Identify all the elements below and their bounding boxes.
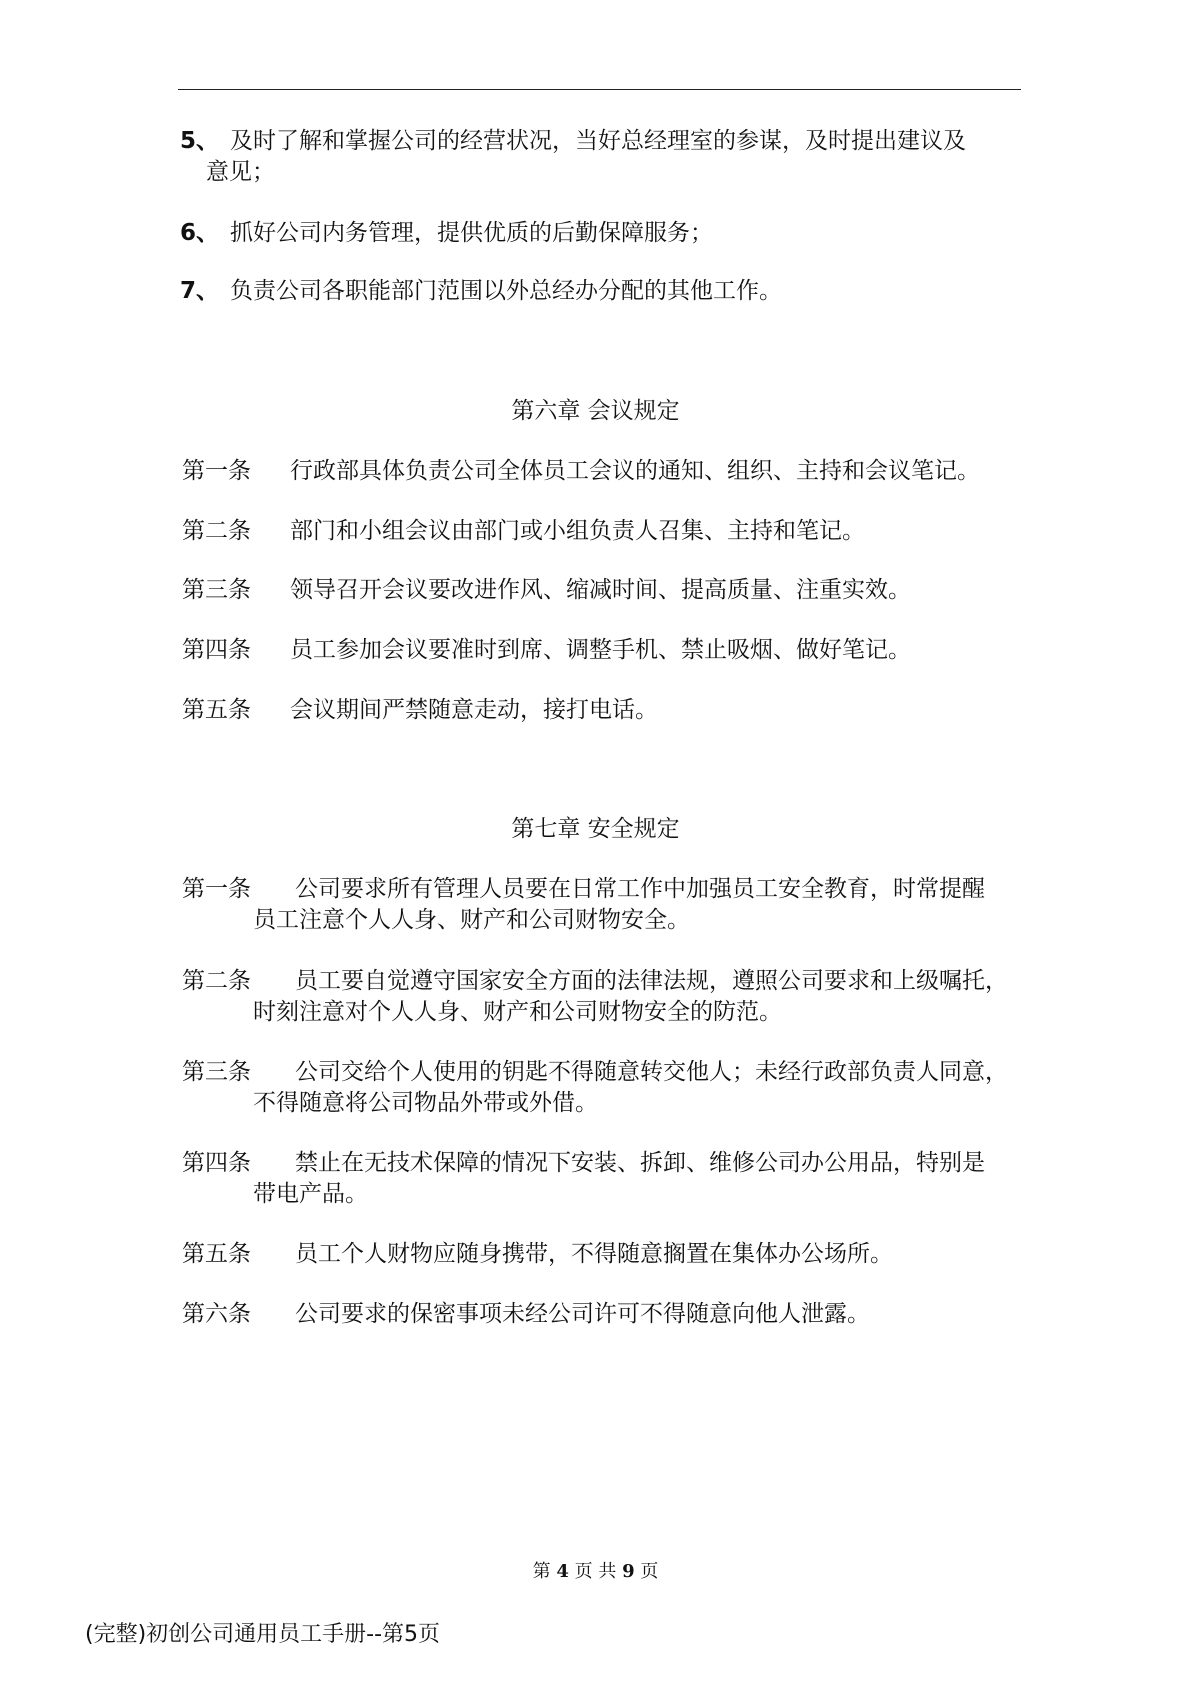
article-label: 第六条 <box>182 1301 251 1327</box>
article-text: 公司要求所有管理人员要在日常工作中加强员工安全教育，时常提醒 <box>295 876 985 902</box>
page-suffix: 页 <box>640 1561 659 1582</box>
page-prefix: 第 <box>532 1561 551 1582</box>
article-label: 第四条 <box>182 637 251 663</box>
article-text: 员工要自觉遵守国家安全方面的法律法规，遵照公司要求和上级嘱托， <box>295 968 1008 994</box>
article-label: 第二条 <box>182 968 251 994</box>
article-text: 员工注意个人人身、财产和公司财物安全。 <box>253 907 690 933</box>
list-item-number: 5、 <box>180 128 220 154</box>
article-label: 第三条 <box>182 1059 251 1085</box>
article-text: 公司要求的保密事项未经公司许可不得随意向他人泄露。 <box>295 1301 870 1327</box>
article-text: 员工个人财物应随身携带，不得随意搁置在集体办公场所。 <box>295 1241 893 1267</box>
article-label: 第四条 <box>182 1150 251 1176</box>
list-item-number: 7、 <box>180 278 220 304</box>
article-label: 第一条 <box>182 876 251 902</box>
article-text: 不得随意将公司物品外带或外借。 <box>253 1090 598 1116</box>
chapter-title: 第六章 会议规定 <box>511 398 680 424</box>
list-item-number: 6、 <box>180 220 220 246</box>
article-text: 行政部具体负责公司全体员工会议的通知、组织、主持和会议笔记。 <box>290 458 980 484</box>
article-text: 领导召开会议要改进作风、缩减时间、提高质量、注重实效。 <box>290 577 911 603</box>
page-indicator <box>0 1560 1191 1584</box>
article-label: 第二条 <box>182 518 251 544</box>
page-current: 4 <box>556 1561 569 1582</box>
article-text: 时刻注意对个人人身、财产和公司财物安全的防范。 <box>253 999 782 1025</box>
article-text: 会议期间严禁随意走动，接打电话。 <box>290 697 658 723</box>
list-item-text: 及时了解和掌握公司的经营状况，当好总经理室的参谋，及时提出建议及 <box>230 128 966 154</box>
list-item-text: 意见； <box>206 159 275 185</box>
page-mid: 页 共 <box>574 1561 617 1582</box>
article-label: 第五条 <box>182 1241 251 1267</box>
article-text: 禁止在无技术保障的情况下安装、拆卸、维修公司办公用品，特别是 <box>295 1150 985 1176</box>
chapter-title: 第七章 安全规定 <box>511 816 680 842</box>
document-source-caption: (完整)初创公司通用员工手册--第5页 <box>85 1622 441 1647</box>
article-text: 公司交给个人使用的钥匙不得随意转交他人；未经行政部负责人同意， <box>295 1059 1008 1085</box>
article-text: 部门和小组会议由部门或小组负责人召集、主持和笔记。 <box>290 518 865 544</box>
list-item-text: 抓好公司内务管理，提供优质的后勤保障服务； <box>230 220 713 246</box>
article-label: 第一条 <box>182 458 251 484</box>
header-rule <box>178 89 1021 90</box>
list-item-text: 负责公司各职能部门范围以外总经办分配的其他工作。 <box>230 278 782 304</box>
article-label: 第三条 <box>182 577 251 603</box>
article-text: 带电产品。 <box>253 1181 368 1207</box>
page-total: 9 <box>622 1561 635 1582</box>
article-text: 员工参加会议要准时到席、调整手机、禁止吸烟、做好笔记。 <box>290 637 911 663</box>
article-label: 第五条 <box>182 697 251 723</box>
